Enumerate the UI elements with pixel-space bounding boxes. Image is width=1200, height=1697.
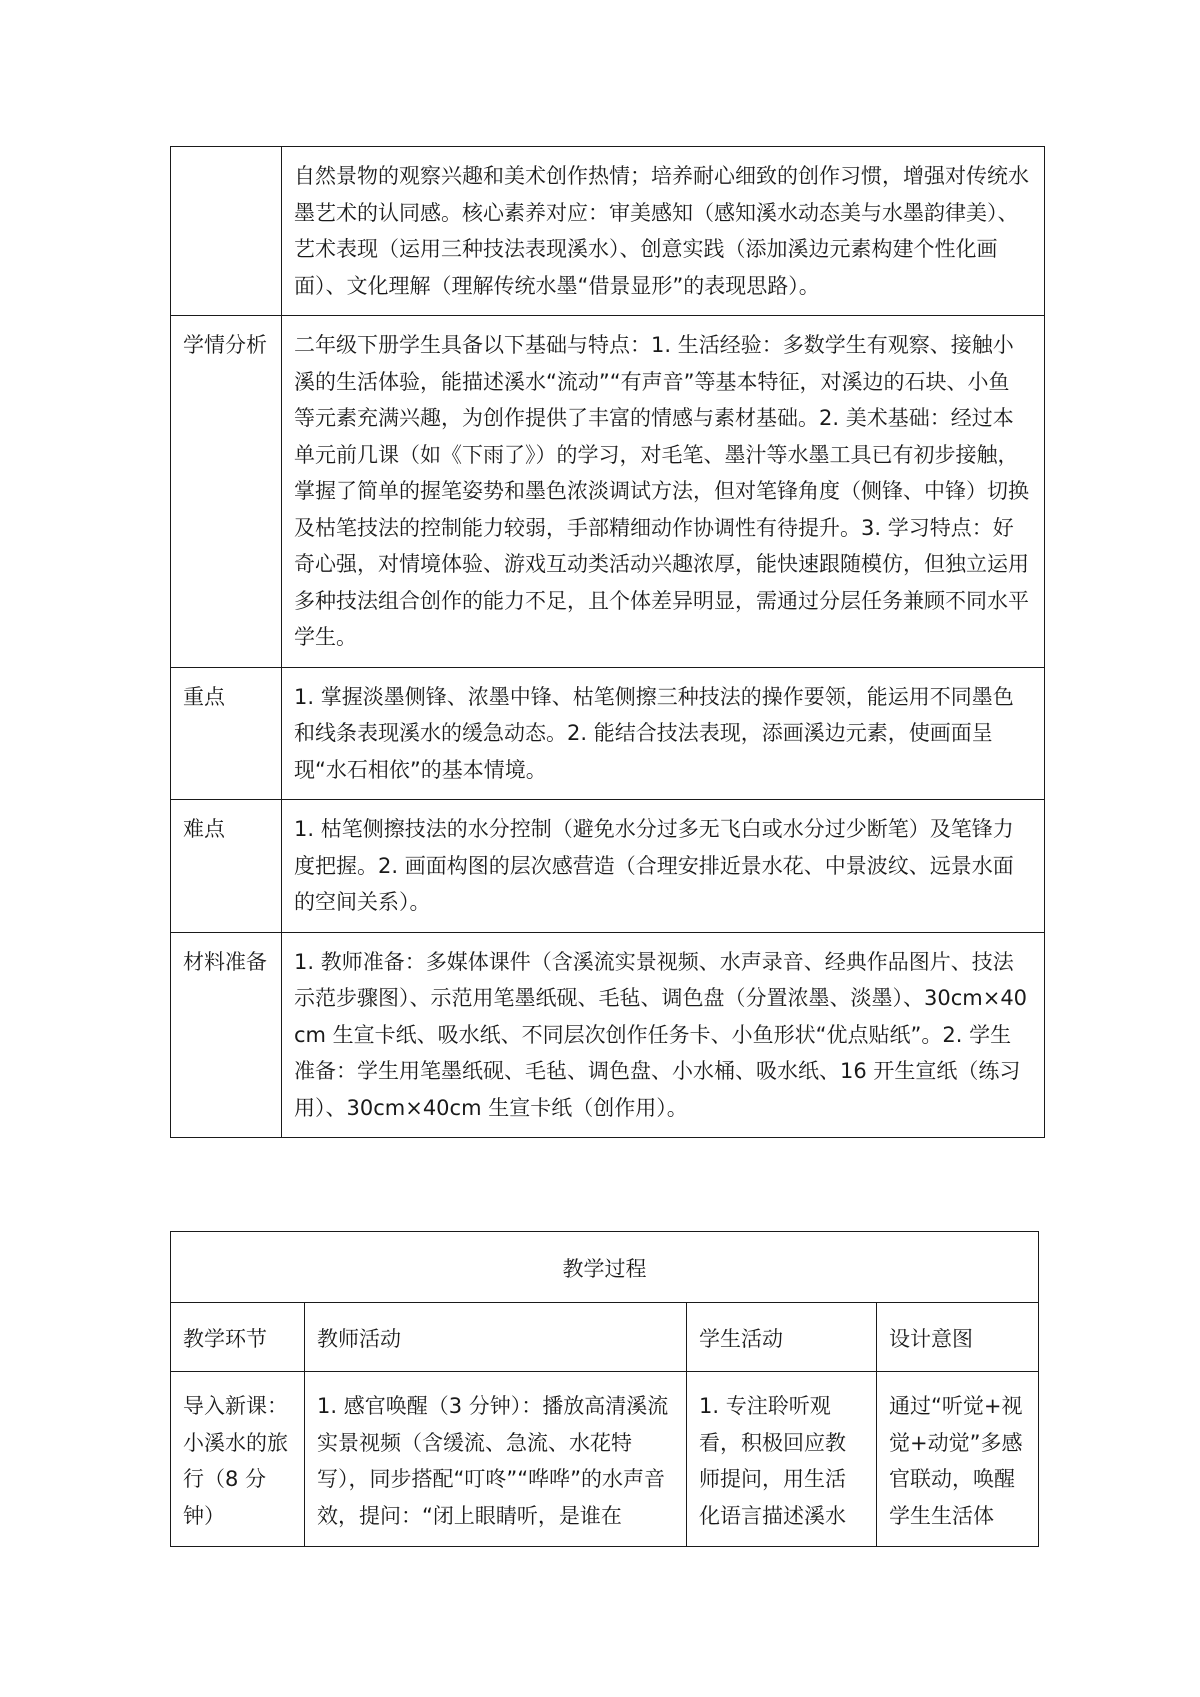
design-intent-cell: 通过“听觉+视觉+动觉”多感官联动，唤醒学生生活体 [877, 1372, 1039, 1547]
table-row [171, 667, 1045, 800]
column-header: 教师活动 [305, 1303, 687, 1372]
student-activity-cell: 1. 专注聆听观看，积极回应教师提问，用生活化语言描述溪水 [687, 1372, 877, 1547]
table-title: 教学过程 [171, 1232, 1039, 1303]
row-label [171, 147, 282, 316]
table-row [171, 932, 1045, 1138]
row-content: 1. 掌握淡墨侧锋、浓墨中锋、枯笔侧擦三种技法的操作要领，能运用不同墨色和线条表现溪水的缓急动态。2. 能结合技法表现，添画溪边元素，使画面呈现“水石相依”的基本情境。 [282, 667, 1045, 800]
row-content: 1. 教师准备：多媒体课件（含溪流实景视频、水声录音、经典作品图片、技法示范步骤图）、示范用笔墨纸砚、毛毡、调色盘（分置浓墨、淡墨）、30cm×40cm 生宣卡纸、吸水纸、不同层次创作任务卡、小鱼形状“优点贴纸”。2. 学生准备：学生用笔墨纸砚、毛毡、调色盘、小水桶、吸水纸、16 开生宣纸（练习用）、30cm×40cm 生宣卡纸（创作用）。 [282, 932, 1045, 1138]
table-row [171, 316, 1045, 668]
stage-cell: 导入新课：小溪水的旅行（8 分钟） [171, 1372, 305, 1547]
table-row [171, 1372, 1039, 1547]
table-row [171, 147, 1045, 316]
row-content: 1. 枯笔侧擦技法的水分控制（避免水分过多无飞白或水分过少断笔）及笔锋力度把握。2. 画面构图的层次感营造（合理安排近景水花、中景波纹、远景水面的空间关系）。 [282, 800, 1045, 933]
column-header: 学生活动 [687, 1303, 877, 1372]
lesson-info-table [170, 146, 1045, 1138]
teaching-process-table [170, 1231, 1039, 1547]
row-label: 学情分析 [171, 316, 282, 668]
row-label: 材料准备 [171, 932, 282, 1138]
table-header-row [171, 1303, 1039, 1372]
column-header: 设计意图 [877, 1303, 1039, 1372]
row-content: 二年级下册学生具备以下基础与特点：1. 生活经验：多数学生有观察、接触小溪的生活体验，能描述溪水“流动”“有声音”等基本特征，对溪边的石块、小鱼等元素充满兴趣，为创作提供了丰富的情感与素材基础。2. 美术基础：经过本单元前几课（如《下雨了》）的学习，对毛笔、墨汁等水墨工具已有初步接触，掌握了简单的握笔姿势和墨色浓淡调试方法，但对笔锋角度（侧锋、中锋）切换及枯笔技法的控制能力较弱，手部精细动作协调性有待提升。3. 学习特点：好奇心强，对情境体验、游戏互动类活动兴趣浓厚，能快速跟随模仿，但独立运用多种技法组合创作的能力不足，且个体差异明显，需通过分层任务兼顾不同水平学生。 [282, 316, 1045, 668]
row-label: 难点 [171, 800, 282, 933]
row-label: 重点 [171, 667, 282, 800]
column-header: 教学环节 [171, 1303, 305, 1372]
table-row [171, 800, 1045, 933]
teacher-activity-cell: 1. 感官唤醒（3 分钟）：播放高清溪流实景视频（含缓流、急流、水花特写），同步搭配“叮咚”“哗哗”的水声音效，提问：“闭上眼睛听，是谁在 [305, 1372, 687, 1547]
row-content: 自然景物的观察兴趣和美术创作热情；培养耐心细致的创作习惯，增强对传统水墨艺术的认同感。核心素养对应：审美感知（感知溪水动态美与水墨韵律美）、艺术表现（运用三种技法表现溪水）、创意实践（添加溪边元素构建个性化画面）、文化理解（理解传统水墨“借景显形”的表现思路）。 [282, 147, 1045, 316]
table-title-row [171, 1232, 1039, 1303]
